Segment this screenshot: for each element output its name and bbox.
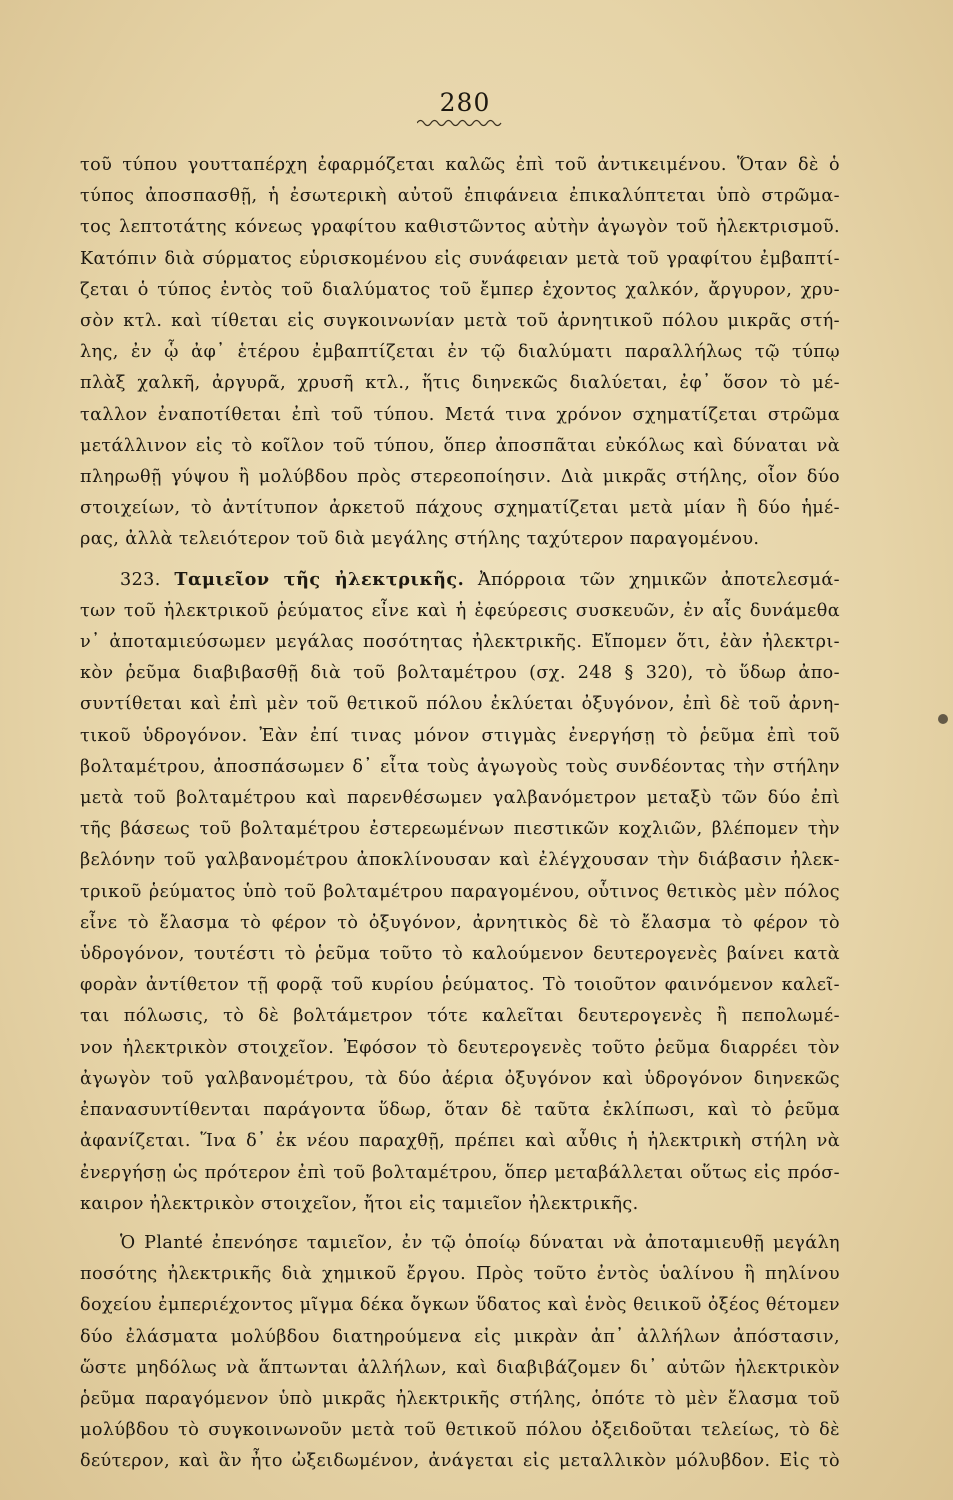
text-line: τος λεπτοτάτης κόνεως γραφίτου καθιστῶντος αὐτὴν ἀγωγὸν τοῦ ἠλεκτρισμοῦ.: [80, 217, 840, 238]
text-line: ποσότης ἠλεκτρικῆς διὰ χημικοῦ ἔργου. Πρὸς τοῦτο ἐντὸς ὑαλίνου ἢ πηλίνου: [80, 1264, 840, 1285]
text-line: πλὰξ χαλκῆ, ἀργυρᾶ, χρυσῆ κτλ., ἥτις διηνεκῶς διαλύεται, ἐφ᾽ ὅσον τὸ μέ-: [80, 373, 840, 394]
text-line: βολταμέτρου, ἀποσπάσωμεν δ᾽ εἶτα τοὺς ἀγωγοὺς τοὺς συνδέοντας τὴν στήλην: [80, 756, 840, 777]
text-line: σὸν κτλ. καὶ τίθεται εἰς συγκοινωνίαν μετὰ τοῦ ἀρνητικοῦ πόλου μικρᾶς στή-: [80, 311, 840, 332]
document-page: [80, 88, 840, 1478]
text-line: Ἀπόρροια τῶν χημικῶν ἀποτελεσμά-: [477, 569, 840, 590]
text-line: Ὁ Planté ἐπενόησε ταμιεῖον, ἐν τῷ ὁποίῳ δύναται νὰ ἀποταμιευθῇ μεγάλη: [120, 1232, 840, 1253]
text-line: ἐπανασυντίθενται παράγοντα ὕδωρ, ὅταν δὲ ταῦτα ἐκλίπωσι, καὶ τὸ ῥεῦμα: [80, 1100, 840, 1121]
text-line: εἶνε τὸ ἔλασμα τὸ φέρον τὸ ὀξυγόνον, ἀρνητικὸς δὲ τὸ ἔλασμα τὸ φέρον τὸ: [80, 912, 840, 933]
section-title: Ταμιεῖον τῆς ἠλεκτρικῆς.: [174, 568, 465, 590]
text-line: ἐνεργήσῃ ὡς πρότερον ἐπὶ τοῦ βολταμέτρου, ὅπερ μεταβάλλεται οὕτως εἰς πρόσ-: [80, 1162, 840, 1183]
page-number: 280: [439, 88, 491, 117]
text-line: τρικοῦ ῥεύματος ὑπὸ τοῦ βολταμέτρου παραγομένου, οὗτινος θετικὸς μὲν πόλος: [80, 881, 840, 902]
text-line: ὥστε μηδόλως νὰ ἅπτωνται ἀλλήλων, καὶ διαβιβάζομεν δι᾽ αὐτῶν ἠλεκτρικὸν: [80, 1357, 840, 1378]
text-line: τῆς βάσεως τοῦ βολταμέτρου ἐστερεωμένων πιεστικῶν κοχλιῶν, βλέπομεν τὴν: [80, 819, 840, 840]
text-line: μετὰ τοῦ βολταμέτρου καὶ παρενθέσωμεν γαλβανόμετρον μεταξὺ τῶν δύο ἐπὶ: [80, 788, 840, 809]
text-line: συντίθεται καὶ ἐπὶ μὲν τοῦ θετικοῦ πόλου ἐκλύεται ὀξυγόνον, ἐπὶ δὲ τοῦ ἀρνη-: [80, 694, 840, 715]
ink-spot-mark: [936, 712, 950, 726]
text-line: καιρον ἠλεκτρικὸν στοιχεῖον, ἤτοι εἰς ταμιεῖον ἠλεκτρικῆς.: [80, 1193, 639, 1214]
text-line: τύπος ἀποσπασθῇ, ἡ ἐσωτερικὴ αὐτοῦ ἐπιφάνεια ἐπικαλύπτεται ὑπὸ στρῶμα-: [80, 186, 840, 207]
text-line: πληρωθῇ γύψου ἢ μολύβδου πρὸς στερεοποίησιν. Διὰ μικρᾶς στήλης, οἷον δύο: [80, 467, 840, 488]
text-line: βελόνην τοῦ γαλβανομέτρου ἀποκλίνουσαν καὶ ἐλέγχουσαν τὴν διάβασιν ἠλεκ-: [80, 850, 840, 871]
text-line: ται πόλωσις, τὸ δὲ βολτάμετρον τότε καλεῖται δευτερογενὲς ἢ πεπολωμέ-: [80, 1006, 840, 1027]
text-line: λης, ἐν ᾧ ἀφ᾽ ἑτέρου ἐμβαπτίζεται ἐν τῷ διαλύματι παραλλήλως τῷ τύπῳ: [80, 342, 840, 363]
text-line: νον ἠλεκτρικὸν στοιχεῖον. Ἐφόσον τὸ δευτερογενὲς τοῦτο ῥεῦμα διαρρέει τὸν: [80, 1037, 840, 1058]
section-heading-line: [80, 564, 840, 596]
text-line: δεύτερον, καὶ ἂν ἦτο ὠξειδωμένον, ἀνάγεται εἰς μεταλλικὸν μόλυβδον. Εἰς τὸ: [80, 1451, 840, 1472]
text-line: στοιχείων, τὸ ἀντίτυπον ἀρκετοῦ πάχους σχηματίζεται μετὰ μίαν ἢ δύο ἡμέ-: [80, 498, 840, 519]
text-line: μολύβδου τὸ συγκοινωνοῦν μετὰ τοῦ θετικοῦ πόλου ὀξειδοῦται τελείως, τὸ δὲ: [80, 1420, 840, 1441]
text-line: ῥεῦμα παραγόμενον ὑπὸ μικρᾶς ἠλεκτρικῆς στήλης, ὁπότε τὸ μὲν ἔλασμα τοῦ: [80, 1388, 840, 1409]
wavy-rule-ornament: [417, 118, 503, 128]
text-line: δοχείου ἐμπεριέχοντος μῖγμα δέκα ὄγκων ὕδατος καὶ ἑνὸς θειικοῦ ὀξέος θέτομεν: [80, 1295, 840, 1316]
section-number: 323.: [120, 569, 161, 590]
paragraph-plante: [80, 1228, 840, 1478]
text-line: τικοῦ ὑδρογόνον. Ἐὰν ἐπί τινας μόνον στιγμὰς ἐνεργήσῃ τὸ ῥεῦμα ἐπὶ τοῦ: [80, 725, 840, 746]
text-line: τοῦ τύπου γουτταπέρχη ἐφαρμόζεται καλῶς ἐπὶ τοῦ ἀντικειμένου. Ὅταν δὲ ὁ: [80, 155, 840, 175]
text-line: δύο ἐλάσματα μολύβδου διατηρούμενα εἰς μικρὰν ἀπ᾽ ἀλλήλων ἀπόστασιν,: [80, 1326, 840, 1347]
text-line: ὑδρογόνον, τουτέστι τὸ ῥεῦμα τοῦτο τὸ καλούμενον δευτερογενὲς βαίνει κατὰ: [80, 944, 840, 965]
text-line: ταλλον ἐναποτίθεται ἐπὶ τοῦ τύπου. Μετά τινα χρόνον σχηματίζεται στρῶμα: [80, 404, 840, 425]
text-line: φορὰν ἀντίθετον τῇ φορᾷ τοῦ κυρίου ῥεύματος. Τὸ τοιοῦτον φαινόμενον καλεῖ-: [80, 975, 840, 996]
text-line: ζεται ὁ τύπος ἐντὸς τοῦ διαλύματος τοῦ ἔμπερ ἐχοντος χαλκόν, ἄργυρον, χρυ-: [80, 279, 840, 300]
paragraph-section-323: [80, 564, 840, 1220]
text-line: ρας, ἀλλὰ τελειότερον τοῦ διὰ μεγάλης στήλης ταχύτερον παραγομένου.: [80, 529, 760, 550]
text-line: Κατόπιν διὰ σύρματος εὑρισκομένου εἰς συνάφειαν μετὰ τοῦ γραφίτου ἐμβαπτί-: [80, 248, 840, 269]
text-line: ν᾽ ἀποταμιεύσωμεν μεγάλας ποσότητας ἠλεκτρικῆς. Εἴπομεν ὅτι, ἐὰν ἠλεκτρι-: [80, 632, 840, 653]
text-line: ἀφανίζεται. Ἵνα δ᾽ ἐκ νέου παραχθῇ, πρέπει καὶ αὖθις ἡ ἠλεκτρικὴ στήλη νὰ: [80, 1131, 840, 1152]
paragraph-1: [80, 150, 840, 556]
text-line: μετάλλινον εἰς τὸ κοῖλον τοῦ τύπου, ὅπερ ἀποσπᾶται εὐκόλως καὶ δύναται νὰ: [80, 435, 840, 456]
text-line: των τοῦ ἠλεκτρικοῦ ῥεύματος εἶνε καὶ ἡ ἐφεύρεσις συσκευῶν, ἐν αἷς δυνάμεθα: [80, 600, 840, 621]
text-line: ἀγωγὸν τοῦ γαλβανομέτρου, τὰ δύο ἀέρια ὀξυγόνον καὶ ὑδρογόνον διηνεκῶς: [80, 1068, 840, 1089]
text-line: κὸν ῥεῦμα διαβιβασθῇ διὰ τοῦ βολταμέτρου (σχ. 248 § 320), τὸ ὕδωρ ἀπο-: [80, 663, 840, 684]
